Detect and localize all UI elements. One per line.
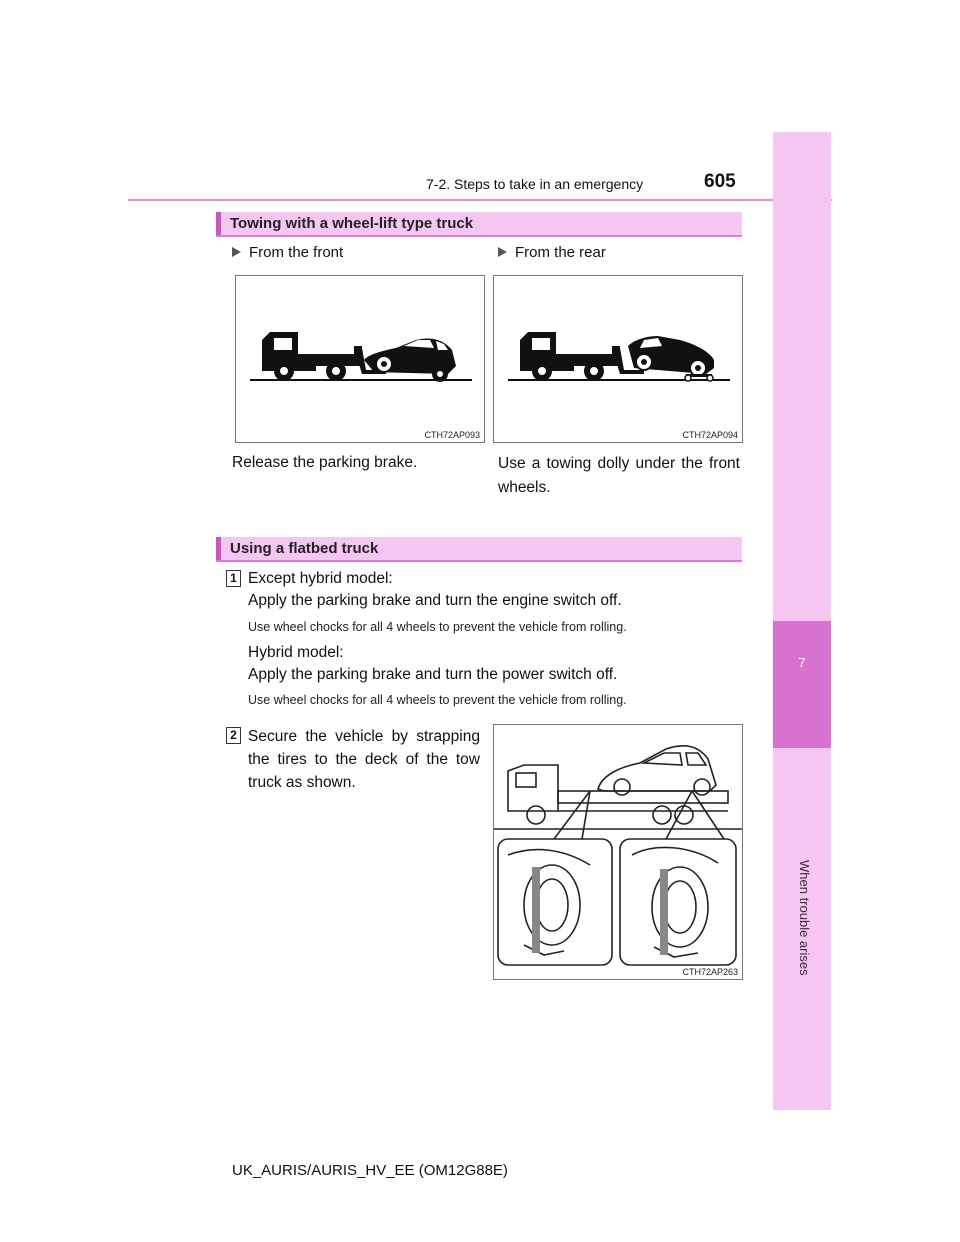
triangle-bullet-icon xyxy=(498,247,507,257)
figure-code: CTH72AP094 xyxy=(682,430,738,440)
figure-tow-front xyxy=(235,275,485,443)
caption-front: Release the parking brake. xyxy=(232,454,418,471)
figure-code: CTH72AP093 xyxy=(424,430,480,440)
sub-heading-label: From the front xyxy=(249,244,344,261)
sub-heading-rear xyxy=(498,244,606,261)
sub-heading-front xyxy=(232,244,343,261)
step-number-2: 2 xyxy=(226,727,241,744)
step1-text-nonhybrid: Apply the parking brake and turn the engine switch off. xyxy=(248,592,622,609)
figure-flatbed xyxy=(493,724,743,980)
step1-heading-hybrid: Hybrid model: xyxy=(248,644,344,661)
tow-truck-front-illustration xyxy=(236,276,484,442)
section-title: Towing with a wheel-lift type truck xyxy=(230,215,474,232)
header-rule xyxy=(128,199,832,201)
step1-text-hybrid: Apply the parking brake and turn the power switch off. xyxy=(248,666,618,683)
flatbed-truck-illustration xyxy=(494,725,742,979)
step1-note-nonhybrid: Use wheel chocks for all 4 wheels to prevent the vehicle from rolling. xyxy=(248,620,627,634)
section-heading-flatbed xyxy=(216,537,742,562)
chapter-label: When trouble arises xyxy=(797,860,812,976)
step1-heading-nonhybrid: Except hybrid model: xyxy=(248,570,393,587)
section-title: Using a flatbed truck xyxy=(230,540,379,557)
step1-note-hybrid: Use wheel chocks for all 4 wheels to prevent the vehicle from rolling. xyxy=(248,693,627,707)
tow-truck-rear-illustration xyxy=(494,276,742,442)
figure-code: CTH72AP263 xyxy=(682,967,738,977)
section-heading-wheel-lift xyxy=(216,212,742,237)
sub-heading-label: From the rear xyxy=(515,244,606,261)
page-number: 605 xyxy=(704,171,736,192)
triangle-bullet-icon xyxy=(232,247,241,257)
step-number-1: 1 xyxy=(226,570,241,587)
caption-rear: Use a towing dolly under the front wheels. xyxy=(498,455,740,496)
footer-model-code: UK_AURIS/AURIS_HV_EE (OM12G88E) xyxy=(232,1162,508,1179)
section-breadcrumb: 7-2. Steps to take in an emergency xyxy=(426,176,644,192)
figure-tow-rear xyxy=(493,275,743,443)
step2-text: Secure the vehicle by strapping the tires to the deck of the tow truck as shown. xyxy=(248,728,480,791)
chapter-tab-active xyxy=(773,621,831,748)
chapter-number: 7 xyxy=(798,655,806,670)
